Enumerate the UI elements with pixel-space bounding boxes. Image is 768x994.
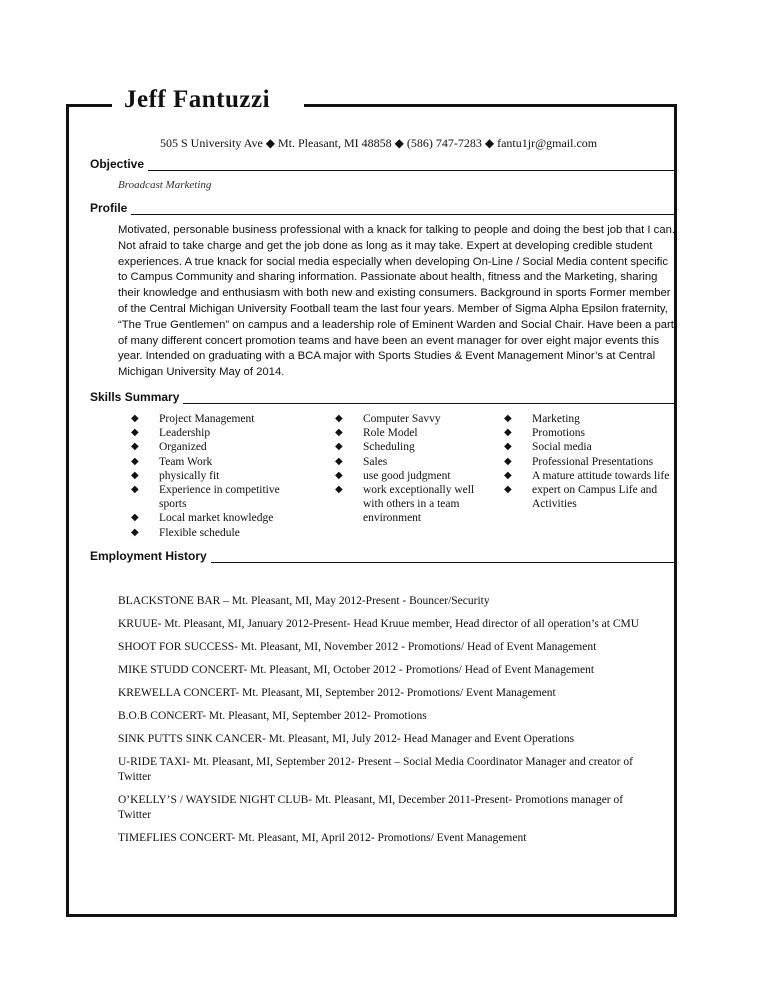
list-item: ◆ work exceptionally well with others in a team environment: [335, 483, 485, 526]
list-item: ◆ Experience in competitive sports: [131, 483, 306, 511]
profile-heading-label: Profile: [90, 201, 128, 215]
list-item: BLACKSTONE BAR – Mt. Pleasant, MI, May 2012-Present - Bouncer/Security: [118, 595, 490, 607]
list-item: MIKE STUDD CONCERT- Mt. Pleasant, MI, October 2012 - Promotions/ Head of Event Management: [118, 664, 595, 676]
employment-heading: [90, 549, 676, 563]
objective-text: Broadcast Marketing: [118, 179, 212, 191]
list-item: ◆ Sales: [335, 455, 485, 469]
objective-heading: [90, 157, 676, 171]
employment-heading-label: Employment History: [90, 549, 207, 563]
skills-rule: [183, 393, 676, 404]
list-item: ◆ Promotions: [504, 426, 674, 440]
list-item: U-RIDE TAXI- Mt. Pleasant, MI, September 2012- Present – Social Media Coordinator Manager and creator of Twitter: [118, 756, 633, 783]
list-item: ◆ Scheduling: [335, 440, 485, 454]
profile-heading: [90, 201, 676, 215]
employment-rule: [211, 552, 676, 563]
candidate-name: Jeff Fantuzzi: [118, 86, 276, 114]
list-item: ◆ Computer Savvy: [335, 412, 485, 426]
list-item: TIMEFLIES CONCERT- Mt. Pleasant, MI, April 2012- Promotions/ Event Management: [118, 832, 527, 844]
header-rule-left: [66, 104, 112, 107]
skills-heading: [90, 390, 676, 404]
list-item: ◆ Marketing: [504, 412, 674, 426]
objective-heading-label: Objective: [90, 157, 145, 171]
list-item: ◆ Organized: [131, 440, 306, 454]
list-item: ◆ Team Work: [131, 455, 306, 469]
list-item: ◆ Professional Presentations: [504, 455, 674, 469]
list-item: ◆ Leadership: [131, 426, 306, 440]
list-item: O’KELLY’S / WAYSIDE NIGHT CLUB- Mt. Pleasant, MI, December 2011-Present- Promotions manager of Twitter: [118, 794, 624, 821]
list-item: ◆ use good judgment: [335, 469, 485, 483]
profile-rule: [131, 204, 676, 215]
list-item: ◆ Social media: [504, 440, 674, 454]
list-item: ◆ expert on Campus Life and Activities: [504, 483, 674, 511]
list-item: ◆ A mature attitude towards life: [504, 469, 674, 483]
profile-text: Motivated, personable business professional with a knack for talking to people and doing the best job that I can. Not afraid to take charge and get the job done as long as it may take. Expert at developing credible student experiences. A true knack for social media especially when developing On-Line / Social Media content specific to Campus Community and sharing information. Passionate about health, fitness and the Marketing, sharing their knowledge and enthusiasm with both new and existing consumers. Background in sports Former member of the Central Michigan University Football team the last four years. Member of Sigma Alpha Epsilon fraternity, “The True Gentlemen” on campus and a leadership role of Eminent Warden and Social Chair. Have been a part of many different concert promotion teams and have been an event manager for over eight major events this year. Intended on graduating with a BCA major with Sports Studies & Event Management Minor’s at Central Michigan University May of 2014.: [118, 224, 676, 379]
skills-column-2: [335, 412, 485, 526]
list-item: SHOOT FOR SUCCESS- Mt. Pleasant, MI, November 2012 - Promotions/ Head of Event Management: [118, 641, 597, 653]
skills-heading-label: Skills Summary: [90, 390, 180, 404]
objective-rule: [148, 160, 676, 171]
list-item: KREWELLA CONCERT- Mt. Pleasant, MI, September 2012- Promotions/ Event Management: [118, 687, 556, 699]
list-item: ◆ Local market knowledge: [131, 511, 306, 525]
header-rule-right: [304, 104, 677, 107]
skills-column-3: [504, 412, 674, 511]
list-item: B.O.B CONCERT- Mt. Pleasant, MI, September 2012- Promotions: [118, 710, 427, 722]
contact-line: 505 S University Ave ◆ Mt. Pleasant, MI 48858 ◆ (586) 747-7283 ◆ fantu1jr@gmail.com: [160, 136, 598, 150]
list-item: SINK PUTTS SINK CANCER- Mt. Pleasant, MI, July 2012- Head Manager and Event Operations: [118, 733, 575, 745]
employment-list: [118, 594, 658, 854]
list-item: KRUUE- Mt. Pleasant, MI, January 2012-Present- Head Kruue member, Head director of all operation’s at CMU: [118, 618, 640, 630]
list-item: ◆ Project Management: [131, 412, 306, 426]
list-item: ◆ physically fit: [131, 469, 306, 483]
list-item: ◆ Role Model: [335, 426, 485, 440]
list-item: ◆ Flexible schedule: [131, 526, 306, 540]
skills-column-1: [131, 412, 306, 540]
